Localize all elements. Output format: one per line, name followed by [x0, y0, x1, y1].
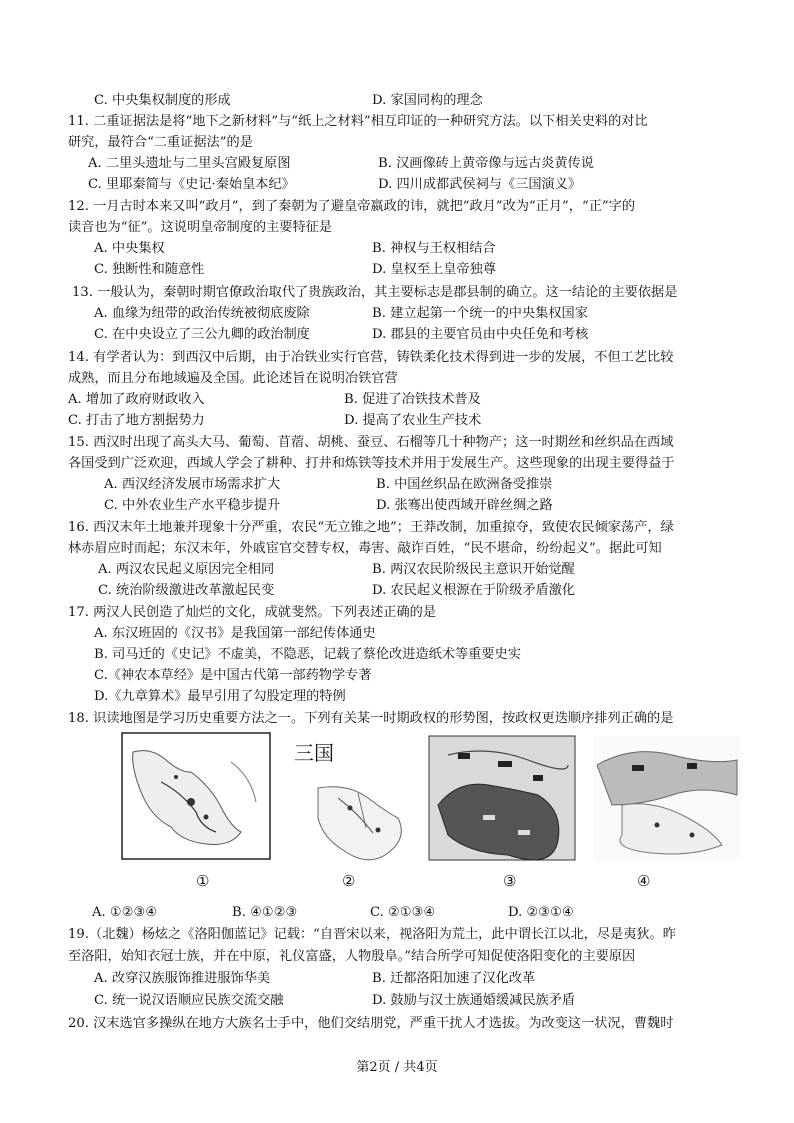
map-2-title: 三国: [294, 743, 334, 765]
q17-option-d: D.《九章算术》最早引用了勾股定理的特例: [94, 689, 346, 704]
q16-option-c: C. 统治阶级激进改革激起民变: [98, 583, 275, 598]
q11-stem-line2: 研究，最符合“二重证据法”的是: [68, 135, 253, 150]
q14-option-b: B. 促进了冶铁技术普及: [344, 392, 481, 407]
q17-option-c: C.《神农本草经》是中国古代第一部药物学专著: [94, 668, 372, 683]
q15-stem-line2: 各国受到广泛欢迎，西域人学会了耕种、打井和炼铁等技术并用于发展生产。这些现象的出现主要得益于: [68, 456, 675, 471]
q15-option-c: C. 中外农业生产水平稳步提升: [104, 498, 281, 513]
q12-option-c: C. 独断性和随意性: [94, 262, 205, 277]
q14-option-d: D. 提高了农业生产技术: [344, 413, 482, 428]
q11-option-b: B. 汉画像砖上黄帝像与远古炎黄传说: [378, 156, 594, 171]
q12-option-a: A. 中央集权: [94, 241, 165, 256]
q19-stem-line1: 19.（北魏）杨炫之《洛阳伽蓝记》记载：“自晋宋以来，视洛阳为荒土，此中谓长江以北，尽是夷狄。昨: [68, 927, 676, 942]
map-2-image: [288, 736, 418, 864]
q19-option-d: D. 鼓励与汉士族通婚缓减民族矛盾: [372, 993, 576, 1008]
q14-option-a: A. 增加了政府财政收入: [68, 392, 205, 407]
q18-option-c: C. ②①③④: [370, 905, 436, 920]
q19-option-b: B. 迁都洛阳加速了汉化改革: [372, 971, 536, 986]
q15-option-d: D. 张骞出使西域开辟丝绸之路: [376, 498, 553, 513]
map-4-image: [592, 734, 742, 862]
q19-option-c: C. 统一说汉语顺应民族交流交融: [94, 993, 284, 1008]
q10-option-c: C. 中央集权制度的形成: [94, 93, 231, 108]
q17-option-b: B. 司马迁的《史记》不虚美，不隐恶，记载了蔡伦改进造纸术等重要史实: [94, 647, 521, 662]
q11-option-a: A. 二里头遗址与二里头宫殿复原图: [88, 156, 291, 171]
map-1: [121, 732, 271, 860]
map-4-label: ④: [637, 872, 651, 890]
map-3-label: ③: [503, 872, 517, 890]
q13-stem-line1: 13. 一般认为，秦朝时期官僚政治取代了贵族政治，其主要标志是郡县制的确立。这一结论的主要依据是: [72, 285, 678, 300]
page-footer: 第2页 / 共4页: [356, 1060, 438, 1075]
q11-option-d: D. 四川成都武侯祠与《三国演义》: [378, 177, 582, 192]
q16-stem-line1: 16. 西汉末年土地兼并现象十分严重，农民“无立锥之地”；王莽改制，加重掠夺，致使农民倾家荡产，绿: [68, 520, 674, 535]
q14-stem-line2: 成熟，而且分布地域遍及全国。此论述旨在说明冶铁官营: [68, 371, 398, 386]
q12-option-d: D. 皇权至上皇帝独尊: [372, 262, 496, 277]
q12-stem-line1: 12. 一月古时本来又叫“政月”，到了秦朝为了避皇帝嬴政的讳，就把“政月”改为“正月”，“正”字的: [68, 199, 636, 214]
q15-stem-line1: 15. 西汉时出现了高头大马、葡萄、苜蓿、胡桃、蚕豆、石榴等几十种物产；这一时期丝和丝织品在西域: [68, 435, 674, 450]
q16-option-a: A. 两汉农民起义原因完全相同: [98, 562, 275, 577]
q18-stem-line1: 18. 识读地图是学习历史重要方法之一。下列有关某一时期政权的形势图，按政权更迭顺序排列正确的是: [68, 711, 674, 726]
q15-option-a: A. 西汉经济发展市场需求扩大: [104, 477, 281, 492]
map-1-label: ①: [196, 872, 210, 890]
map-4: [592, 734, 742, 862]
q13-option-c: C. 在中央设立了三公九卿的政治制度: [94, 327, 310, 342]
q18-option-b: B. ④①②③: [232, 905, 298, 920]
q13-option-b: B. 建立起第一个统一的中央集权国家: [372, 306, 588, 321]
q18-option-d: D. ②③①④: [508, 905, 574, 920]
q11-option-c: C. 里耶秦简与《史记·秦始皇本纪》: [88, 177, 295, 192]
q16-option-d: D. 农民起义根源在于阶级矛盾激化: [372, 583, 576, 598]
q15-option-b: B. 中国丝织品在欧洲备受推崇: [376, 477, 553, 492]
q19-stem-line2: 至洛阳，始知衣冠士族，并在中原，礼仪富盛，人物殷阜。”结合所学可知促使洛阳变化的主要原因: [68, 949, 636, 964]
q14-option-c: C. 打击了地方割据势力: [68, 413, 205, 428]
q13-option-a: A. 血缘为纽带的政治传统被彻底废除: [94, 306, 310, 321]
q14-stem-line1: 14. 有学者认为：到西汉中后期，由于冶铁业实行官营，铸铁柔化技术得到进一步的发展，不但工艺比较: [68, 350, 674, 365]
q16-option-b: B. 两汉农民阶级民主意识开始觉醒: [372, 562, 575, 577]
q17-stem-line1: 17. 两汉人民创造了灿烂的文化，成就斐然。下列表述正确的是: [68, 605, 437, 620]
map-2-label: ②: [342, 872, 356, 890]
q17-option-a: A. 东汉班固的《汉书》是我国第一部纪传体通史: [94, 626, 376, 641]
map-3: [428, 734, 576, 862]
q19-option-a: A. 改穿汉族服饰推进服饰华美: [94, 971, 271, 986]
map-3-image: [428, 734, 576, 862]
q10-option-d: D. 家国同构的理念: [372, 93, 483, 108]
q20-stem-line1: 20. 汉末选官多操纵在地方大族名士手中，他们交结朋党，严重干扰人才选拔。为改变这一状况，曹魏时: [68, 1016, 674, 1031]
q12-stem-line2: 读音也为“征”。这说明皇帝制度的主要特征是: [68, 220, 333, 235]
q12-option-b: B. 神权与王权相结合: [372, 241, 496, 256]
q18-option-a: A. ①②③④: [92, 905, 158, 920]
q11-stem-line1: 11. 二重证据法是将“地下之新材料”与“纸上之材料”相互印证的一种研究方法。以下相关史料的对比: [68, 114, 648, 129]
q16-stem-line2: 林赤眉应时而起；东汉末年，外戚宦官交替专权，毒害、敲诈百姓，“民不堪命，纷纷起义”。据此可知: [68, 541, 662, 556]
map-1-image: [121, 732, 271, 860]
q13-option-d: D. 郡县的主要官员由中央任免和考核: [372, 327, 589, 342]
map-2: [288, 736, 418, 864]
